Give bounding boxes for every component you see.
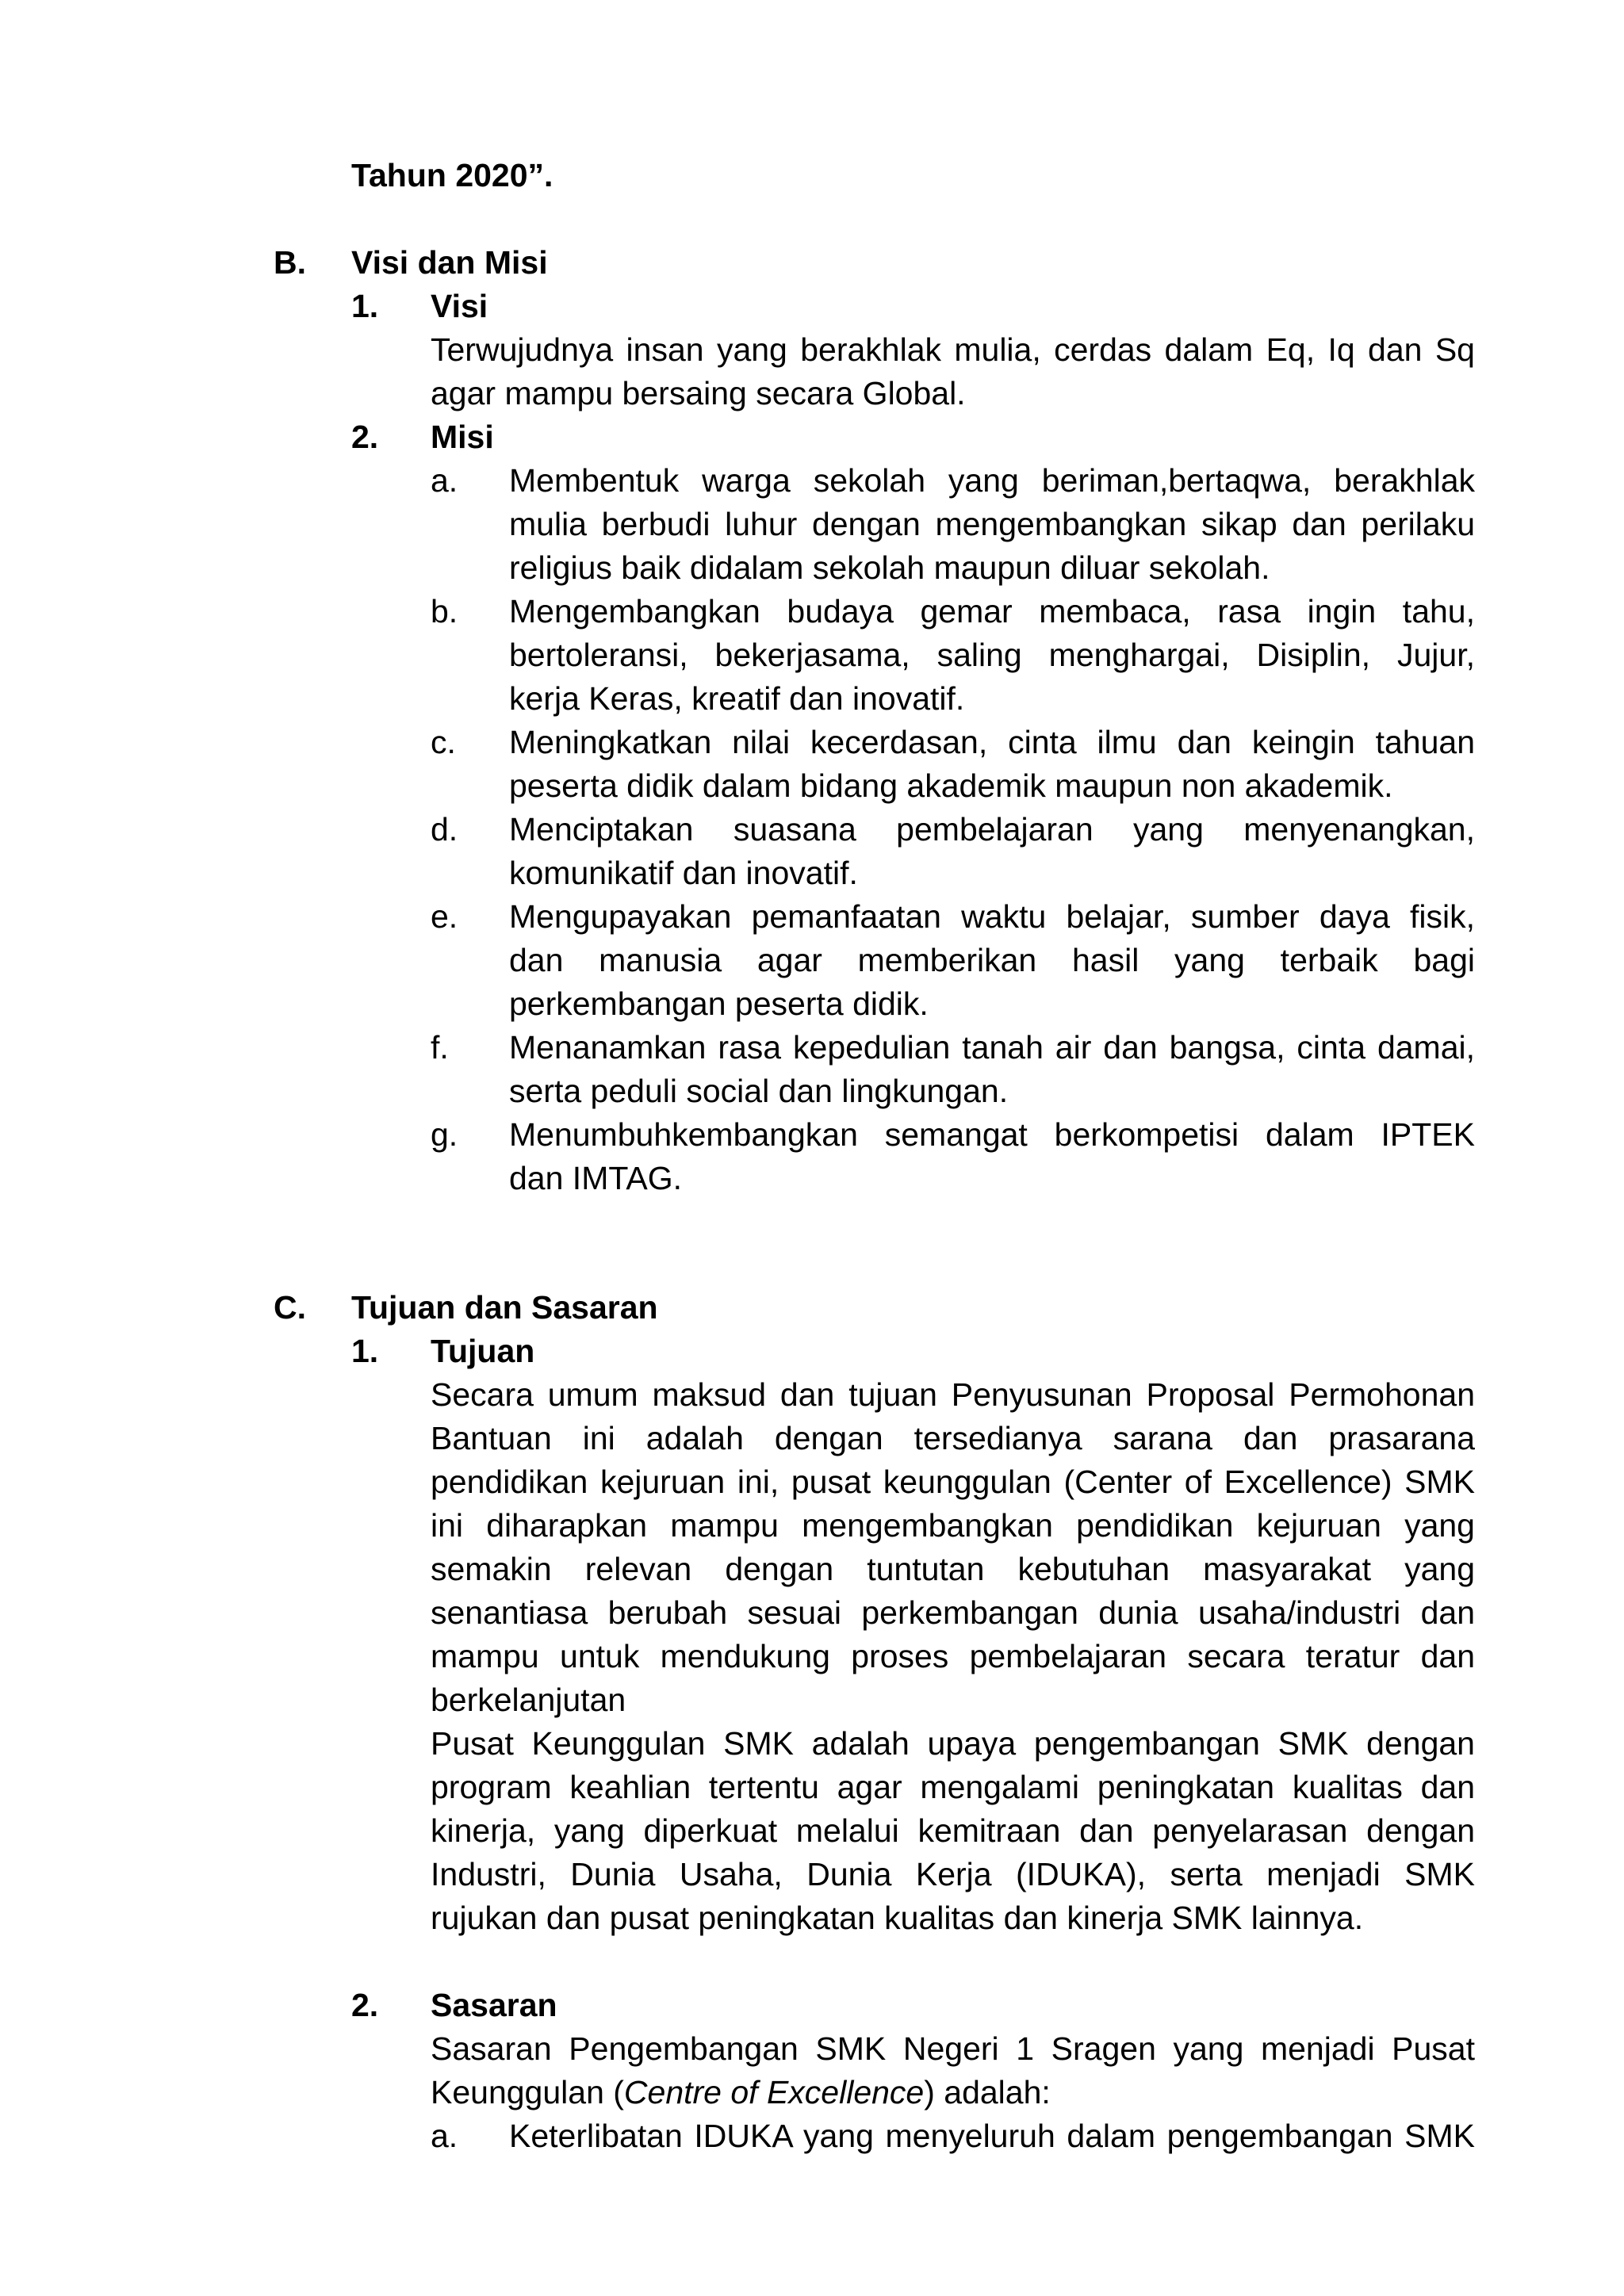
sasaran-text-after: ) adalah: [924,2074,1051,2110]
tujuan-text-line: semakin relevan dengan tuntutan kebutuhan masyarakat yang [431,1551,1475,1587]
sasaran-item-marker: a. [431,2118,458,2154]
tujuan-number: 1. [351,1333,379,1369]
misi-item-line: Menanamkan rasa kepedulian tanah air dan bangsa, cinta damai, [509,1029,1475,1066]
misi-item-line: kerja Keras, kreatif dan inovatif. [509,680,965,717]
visi-text-line: agar mampu bersaing secara Global. [431,375,966,411]
misi-item-marker: e. [431,898,458,935]
misi-item-marker: a. [431,462,458,499]
tujuan-text-line: Secara umum maksud dan tujuan Penyusunan Proposal Permohonan [431,1376,1475,1413]
section-b-marker: B. [274,244,306,281]
misi-item-line: peserta didik dalam bidang akademik maupun non akademik. [509,767,1393,804]
misi-item-line: Mengupayakan pemanfaatan waktu belajar, sumber daya fisik, [509,898,1475,935]
misi-item-line: dan manusia agar memberikan hasil yang terbaik bagi [509,942,1475,978]
tujuan-text-line: Pusat Keunggulan SMK adalah upaya pengembangan SMK dengan [431,1725,1475,1762]
section-c-title: Tujuan dan Sasaran [351,1289,658,1326]
tujuan-text-line: ini diharapkan mampu mengembangkan pendidikan kejuruan yang [431,1507,1475,1544]
misi-item-marker: f. [431,1029,449,1066]
visi-number: 1. [351,288,379,324]
misi-item-line: komunikatif dan inovatif. [509,855,858,891]
tujuan-title: Tujuan [431,1333,535,1369]
misi-item-marker: c. [431,724,456,760]
section-b-title: Visi dan Misi [351,244,548,281]
misi-item-marker: g. [431,1116,458,1153]
sasaran-text-before: Keunggulan ( [431,2074,624,2110]
misi-item-line: Membentuk warga sekolah yang beriman,bertaqwa, berakhlak [509,462,1475,499]
misi-title: Misi [431,419,494,455]
misi-item-marker: b. [431,593,458,629]
tujuan-text-line: Industri, Dunia Usaha, Dunia Kerja (IDUKA), serta menjadi SMK [431,1856,1475,1892]
tujuan-text-line: pendidikan kejuruan ini, pusat keunggulan (Center of Excellence) SMK [431,1464,1475,1500]
misi-item-line: perkembangan peserta didik. [509,985,929,1022]
tujuan-text-line: program keahlian tertentu agar mengalami peningkatan kualitas dan [431,1769,1475,1805]
misi-item-line: serta peduli social dan lingkungan. [509,1073,1009,1109]
tujuan-text-line: kinerja, yang diperkuat melalui kemitraan dan penyelarasan dengan [431,1812,1475,1849]
misi-item-line: dan IMTAG. [509,1160,682,1196]
tujuan-text-line: mampu untuk mendukung proses pembelajaran secara teratur dan [431,1638,1475,1674]
sasaran-item-line: Keterlibatan IDUKA yang menyeluruh dalam pengembangan SMK [509,2118,1475,2154]
misi-item-line: Mengembangkan budaya gemar membaca, rasa ingin tahu, [509,593,1475,629]
sasaran-text-line [431,2071,1051,2114]
misi-item-line: Meningkatkan nilai kecerdasan, cinta ilmu dan keingin tahuan [509,724,1475,760]
visi-text-line: Terwujudnya insan yang berakhlak mulia, cerdas dalam Eq, Iq dan Sq [431,331,1475,368]
sasaran-text-line: Sasaran Pengembangan SMK Negeri 1 Sragen yang menjadi Pusat [431,2030,1475,2067]
misi-item-marker: d. [431,811,458,848]
tujuan-text-line: senantiasa berubah sesuai perkembangan dunia usaha/industri dan [431,1594,1475,1631]
misi-number: 2. [351,419,379,455]
sasaran-text-italic: Centre of Excellence [623,2074,925,2110]
sasaran-title: Sasaran [431,1987,557,2023]
misi-item-line: religius baik didalam sekolah maupun diluar sekolah. [509,549,1270,586]
misi-item-line: bertoleransi, bekerjasama, saling menghargai, Disiplin, Jujur, [509,637,1475,673]
tujuan-text-line: rujukan dan pusat peningkatan kualitas dan kinerja SMK lainnya. [431,1900,1364,1936]
misi-item-line: mulia berbudi luhur dengan mengembangkan sikap dan perilaku [509,506,1475,542]
intro-line: Tahun 2020”. [351,157,553,193]
visi-title: Visi [431,288,488,324]
misi-item-line: Menciptakan suasana pembelajaran yang menyenangkan, [509,811,1475,848]
misi-item-line: Menumbuhkembangkan semangat berkompetisi dalam IPTEK [509,1116,1475,1153]
section-c-marker: C. [274,1289,306,1326]
tujuan-text-line: berkelanjutan [431,1682,626,1718]
sasaran-number: 2. [351,1987,379,2023]
tujuan-text-line: Bantuan ini adalah dengan tersedianya sarana dan prasarana [431,1420,1475,1456]
